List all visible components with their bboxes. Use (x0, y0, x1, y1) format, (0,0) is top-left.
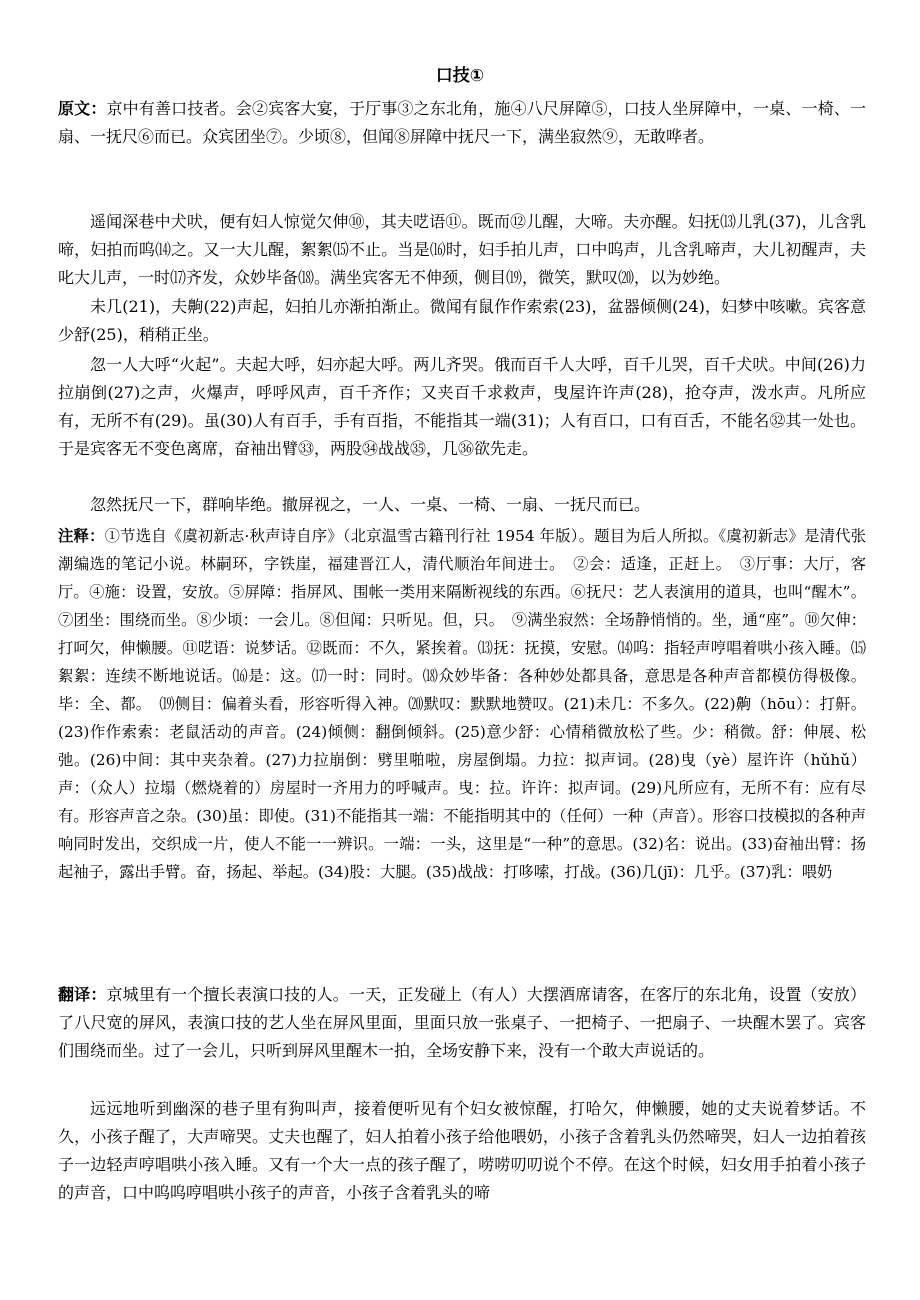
notes-text: ①节选自《虞初新志·秋声诗自序》（北京温雪古籍刊行社 1954 年版）。题目为后人所拟。《虞初新志》是清代张潮编选的笔记小说。林嗣环，字铁崖，福建晋江人，清代顺治年间进士。 ②会：适逢，正赶上。 ③厅事：大厅，客厅。④施：设置，安放。⑤屏障：指屏风、围帐一类用来隔断视线的东西。⑥抚尺：艺人表演用的道具，也叫“醒木”。⑦团坐：围绕而坐。⑧少顷：一会儿。⑧但闻：只听见。但，只。 ⑨满坐寂然：全场静悄悄的。坐，通“座”。⑩欠伸：打呵欠，伸懒腰。⑪呓语：说梦话。⑫既而：不久，紧挨着。⒀抚：抚摸，安慰。⒁呜：指轻声哼唱着哄小孩入睡。⒂絮絮：连续不断地说话。⒃是：这。⒄一时：同时。⒅众妙毕备：各种妙处都具备，意思是各种声音都模仿得极像。毕：全、都。 ⒆侧目：偏着头看，形容听得入神。⒇默叹：默默地赞叹。(21)未几：不多久。(22)齁（hōu）：打鼾。(23)作作索索：老鼠活动的声音。(24)倾侧：翻倒倾斜。(25)意少舒：心情稍微放松了些。少：稍微。舒：伸展、松弛。(26)中间：其中夹杂着。(27)力拉崩倒：劈里啪啦，房屋倒塌。力拉：拟声词。(28)曳（yè）屋许许（hǔhǔ）声：（众人）拉塌（燃烧着的）房屋时一齐用力的呼喊声。曳：拉。许许：拟声词。(29)凡所应有，无所不有：应有尽有。形容声音之杂。(30)虽：即使。(31)不能指其一端：不能指明其中的（任何）一种（声音）。形容口技模拟的各种声响同时发出，交织成一片，使人不能一一辨识。一端：一头，这里是“一种”的意思。(32)名：说出。(33)奋袖出臂：扬起袖子，露出手臂。奋，扬起、举起。(34)股：大腿。(35)战战：打哆嗦，打战。(36)几(jī)：几乎。(37)乳：喂奶 (58, 527, 866, 881)
translation-label: 翻译： (58, 985, 107, 1004)
original-paragraph-3: 未几(21)，夫齁(22)声起，妇拍儿亦渐拍渐止。微闻有鼠作作索索(23)，盆器倾侧(24)，妇梦中咳嗽。宾客意少舒(25)，稍稍正坐。 (58, 297, 866, 344)
original-paragraph-4: 忽一人大呼“火起”。夫起大呼，妇亦起大呼。两儿齐哭。俄而百千人大呼，百千儿哭，百千犬吠。中间(26)力拉崩倒(27)之声，火爆声，呼呼风声，百千齐作；又夹百千求救声，曳屋许许声(28)，抢夺声，泼水声。凡所应有，无所不有(29)。虽(30)人有百手，手有百指，不能指其一端(31)；人有百口，口有百舌，不能名㉜其一处也。于是宾客无不变色离席，奋袖出臂㉝，两股㉞战战㉟，几㊱欲先走。 (58, 355, 866, 458)
original-paragraph-1 (58, 95, 866, 151)
original-paragraph-5: 忽然抚尺一下，群响毕绝。撤屏视之，一人、一桌、一椅、一扇、一抚尺而已。 (90, 495, 651, 514)
page-title: 口技① (435, 66, 485, 86)
original-label: 原文： (58, 99, 107, 118)
original-paragraph-2: 遥闻深巷中犬吠，便有妇人惊觉欠伸⑩，其夫呓语⑪。既而⑫儿醒，大啼。夫亦醒。妇抚⒀儿乳(37)，儿含乳啼，妇拍而呜⒁之。又一大儿醒，絮絮⒂不止。当是⒃时，妇手拍儿声，口中呜声，儿含乳啼声，大儿初醒声，夫叱大儿声，一时⒄齐发，众妙毕备⒅。满坐宾客无不伸颈，侧目⒆，微笑，默叹⒇，以为妙绝。 (58, 212, 866, 287)
translation-paragraph-1 (58, 981, 866, 1065)
translation-paragraph-2: 远远地听到幽深的巷子里有狗叫声，接着便听见有个妇女被惊醒，打哈欠，伸懒腰，她的丈夫说着梦话。不久，小孩子醒了，大声啼哭。丈夫也醒了，妇人拍着小孩子给他喂奶，小孩子含着乳头仍然啼哭，妇人一边拍着孩子一边轻声哼唱哄小孩入睡。又有一个大一点的孩子醒了，唠唠叨叨说个不停。在这个时候，妇女用手拍着小孩子的声音，口中呜呜哼唱哄小孩子的声音，小孩子含着乳头的啼 (58, 1099, 866, 1202)
notes-label: 注释： (58, 527, 105, 545)
original-text-1: 京中有善口技者。会②宾客大宴，于厅事③之东北角，施④八尺屏障⑤，口技人坐屏障中，一桌、一椅、一扇、一抚尺⑥而已。众宾团坐⑦。少顷⑧，但闻⑧屏障中抚尺一下，满坐寂然⑨，无敢哗者。 (58, 99, 866, 146)
translation-text-1: 京城里有一个擅长表演口技的人。一天，正发碰上（有人）大摆酒席请客，在客厅的东北角，设置（安放）了八尺宽的屏风，表演口技的艺人坐在屏风里面，里面只放一张桌子、一把椅子、一把扇子、一块醒木罢了。宾客们围绕而坐。过了一会儿，只听到屏风里醒木一拍，全场安静下来，没有一个敢大声说话的。 (58, 985, 866, 1060)
notes-section (58, 522, 866, 886)
